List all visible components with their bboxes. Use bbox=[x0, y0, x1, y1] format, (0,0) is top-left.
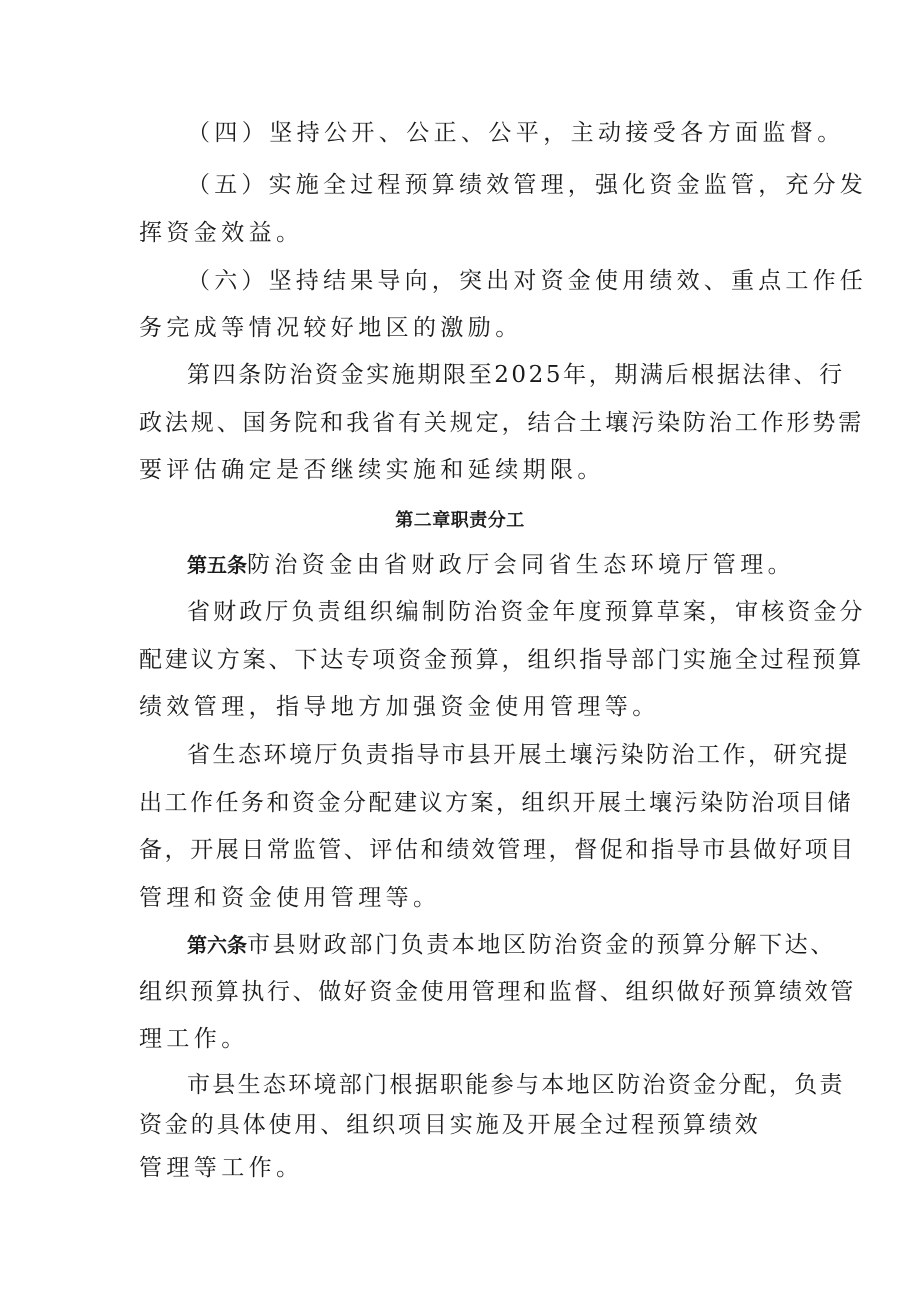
paragraph-line: 备，开展日常监管、评估和绩效管理，督促和指导市县做好项目 bbox=[139, 837, 856, 863]
article-6-text: 市县财政部门负责本地区防治资金的预算分解下达、 bbox=[247, 932, 836, 958]
paragraph-line: 市县生态环境部门根据职能参与本地区防治资金分配，负责 bbox=[187, 1072, 845, 1098]
paragraph-line: （四）坚持公开、公正、公平，主动接受各方面监督。 bbox=[187, 120, 845, 146]
paragraph-line: 省生态环境厅负责指导市县开展土壤污染防治工作，研究提 bbox=[187, 742, 850, 768]
paragraph-line: 配建议方案、下达专项资金预算，组织指导部门实施全过程预算 bbox=[139, 647, 865, 673]
paragraph-line: 管理等工作。 bbox=[139, 1155, 304, 1181]
paragraph-line: 政法规、国务院和我省有关规定，结合土壤污染防治工作形势需 bbox=[139, 410, 865, 436]
paragraph-line: 第四条防治资金实施期限至2025年，期满后根据法律、行 bbox=[187, 362, 845, 388]
article-5-line bbox=[187, 550, 795, 580]
article-6-line bbox=[187, 930, 836, 960]
paragraph-line: 省财政厅负责组织编制防治资金年度预算草案，审核资金分 bbox=[187, 599, 866, 625]
chapter-heading: 第二章职责分工 bbox=[395, 510, 525, 531]
paragraph-line: 挥资金效益。 bbox=[139, 220, 304, 246]
paragraph-line: 资金的具体使用、组织项目实施及开展全过程预算绩效 bbox=[139, 1112, 761, 1138]
article-5-text: 防治资金由省财政厅会同省生态环境厅管理。 bbox=[247, 552, 795, 578]
paragraph-line: （六）坚持结果导向，突出对资金使用绩效、重点工作任 bbox=[187, 268, 867, 294]
paragraph-line: 出工作任务和资金分配建议方案，组织开展土壤污染防治项目储 bbox=[139, 790, 853, 816]
paragraph-line: 理工作。 bbox=[139, 1026, 249, 1052]
paragraph-line: 管理和资金使用管理等。 bbox=[139, 885, 441, 911]
paragraph-line: 绩效管理，指导地方加强资金使用管理等。 bbox=[139, 694, 660, 720]
paragraph-line: （五）实施全过程预算绩效管理，强化资金监管，充分发 bbox=[187, 172, 867, 198]
article-6-lead: 第六条 bbox=[187, 933, 247, 957]
paragraph-line: 务完成等情况较好地区的激励。 bbox=[139, 315, 523, 341]
article-5-lead: 第五条 bbox=[187, 553, 247, 577]
paragraph-line: 要评估确定是否继续实施和延续期限。 bbox=[139, 457, 605, 483]
paragraph-line: 组织预算执行、做好资金使用管理和监督、组织做好预算绩效管 bbox=[139, 979, 856, 1005]
